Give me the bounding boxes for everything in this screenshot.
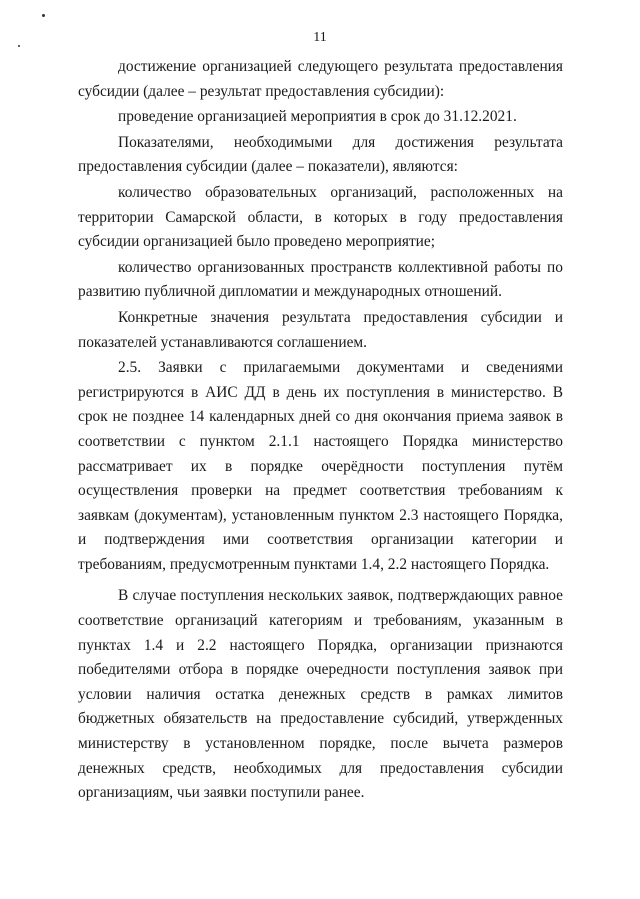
paragraph-indicator-organizations: количество образовательных организаций, расположенных на территории Самарской области, в которых в году предоставления субсидии организацией было проведено мероприятие;	[78, 183, 563, 251]
scan-speck	[42, 14, 45, 17]
document-body	[78, 55, 563, 806]
paragraph-event-deadline: проведение организацией мероприятия в срок до 31.12.2021.	[118, 108, 517, 126]
paragraph-multiple-applications: В случае поступления нескольких заявок, подтверждающих равное соответствие организаций категориям и требованиям, указанным в пунктах 1.4 и 2.2 настоящего Порядка, организации признаются победителями отбора в порядке очередности поступления заявок при условии наличия остатка денежных средств в рамках лимитов бюджетных обязательств на предоставление субсидий, утвержденных министерству в установленном порядке, после вычета размеров денежных средств, необходимых для предоставления субсидии организациям, чьи заявки поступили ранее.	[78, 587, 563, 802]
paragraph-indicators-intro: Показателями, необходимыми для достижения результата предоставления субсидии (далее – показатели), являются:	[78, 133, 563, 176]
paragraph-section-2-5: 2.5. Заявки с прилагаемыми документами и сведениями регистрируются в АИС ДД в день их поступления в министерство. В срок не позднее 14 календарных дней со дня окончания приема заявок в соответствии с пунктом 2.1.1 настоящего Порядка министерство рассматривает их в порядке очерёдности поступления путём осуществления проверки на предмет соответствия требованиям к заявкам (документам), установленным пунктом 2.3 настоящего Порядка, и подтверждения ими соответствия организации категории и требованиям, предусмотренным пунктами 1.4, 2.2 настоящего Порядка.	[78, 359, 563, 573]
paragraph-indicator-spaces: количество организованных пространств коллективной работы по развитию публичной дипломатии и международных отношений.	[78, 258, 563, 301]
paragraph-result-definition: достижение организацией следующего результата предоставления субсидии (далее – результат предоставления субсидии):	[78, 58, 563, 100]
paragraph-values-agreement: Конкретные значения результата предоставления субсидии и показателей устанавливаются соглашением.	[78, 308, 563, 351]
page-number: 11	[313, 30, 327, 45]
